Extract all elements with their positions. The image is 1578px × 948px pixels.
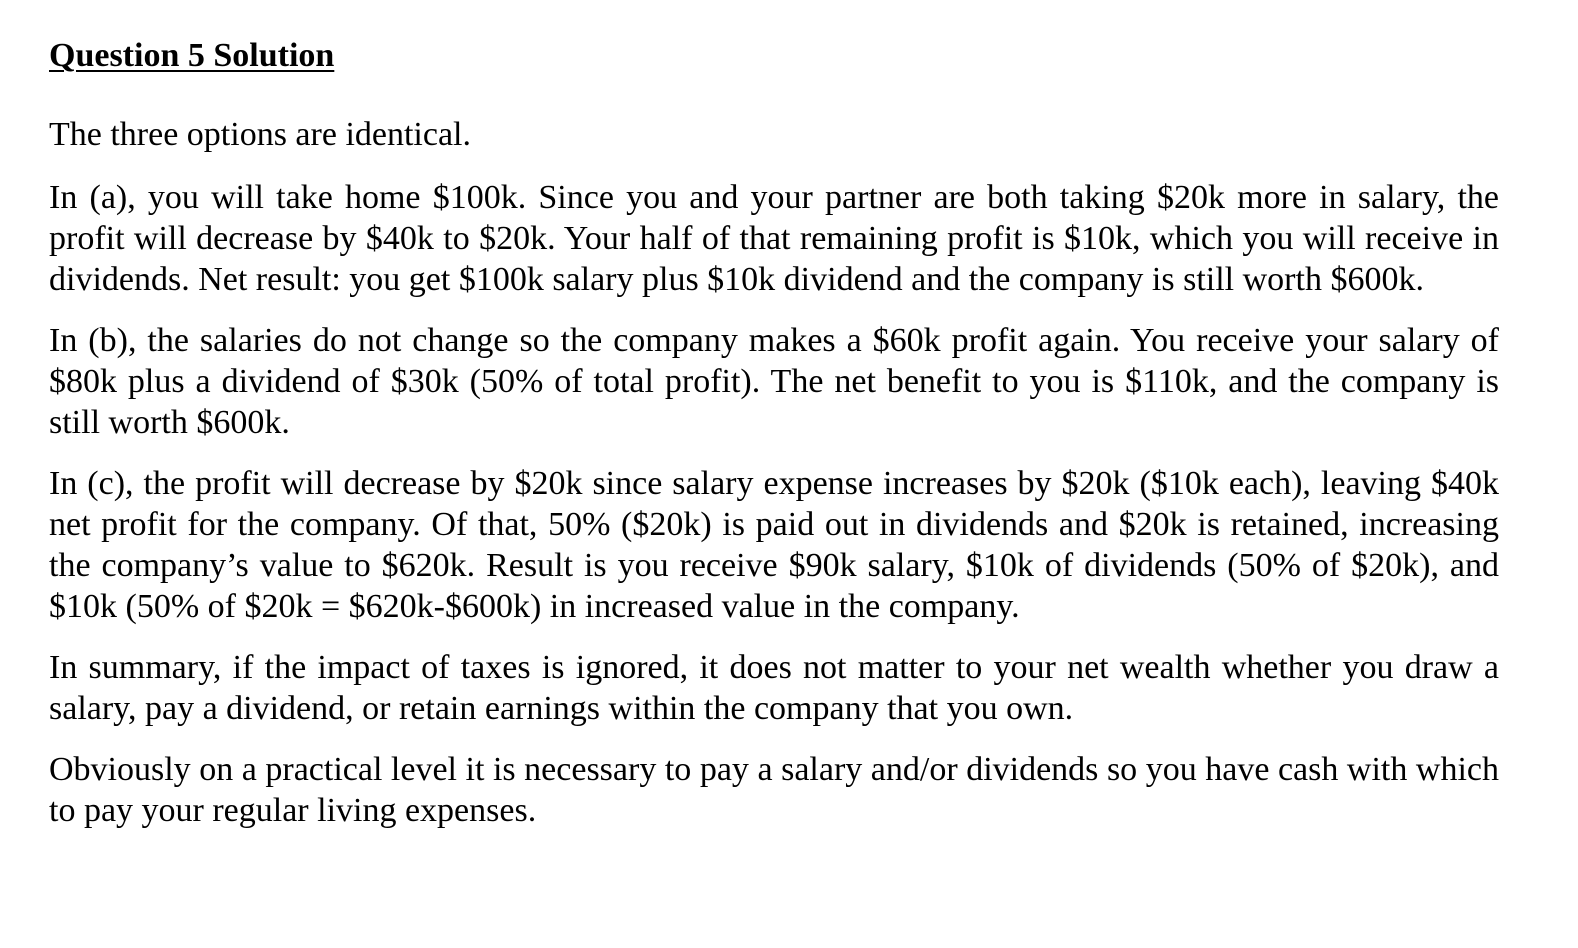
page-title: Question 5 Solution (49, 37, 335, 74)
document-page (49, 36, 1499, 851)
paragraph-summary: In summary, if the impact of taxes is ignored, it does not matter to your net wealth whether you draw a salary, pay a dividend, or retain earnings within the company that you own. (49, 649, 1499, 727)
paragraph-option-c: In (c), the profit will decrease by $20k since salary expense increases by $20k ($10k each), leaving $40k net profit for the company. Of that, 50% ($20k) is paid out in dividends and $20k is retained, increasing the company’s value to $620k. Result is you receive $90k salary, $10k of dividends (50% of $20k), and $10k (50% of $20k = $620k-$600k) in increased value in the company. (49, 465, 1499, 625)
paragraph-intro: The three options are identical. (49, 116, 471, 153)
paragraph-option-b: In (b), the salaries do not change so the company makes a $60k profit again. You receive your salary of $80k plus a dividend of $30k (50% of total profit). The net benefit to you is $110k, and the company is still worth $600k. (49, 322, 1499, 441)
paragraph-practical-note: Obviously on a practical level it is necessary to pay a salary and/or dividends so you have cash with which to pay your regular living expenses. (49, 751, 1499, 829)
paragraph-option-a: In (a), you will take home $100k. Since you and your partner are both taking $20k more in salary, the profit will decrease by $40k to $20k. Your half of that remaining profit is $10k, which you will receive in dividends. Net result: you get $100k salary plus $10k dividend and the company is still worth $600k. (49, 179, 1499, 298)
